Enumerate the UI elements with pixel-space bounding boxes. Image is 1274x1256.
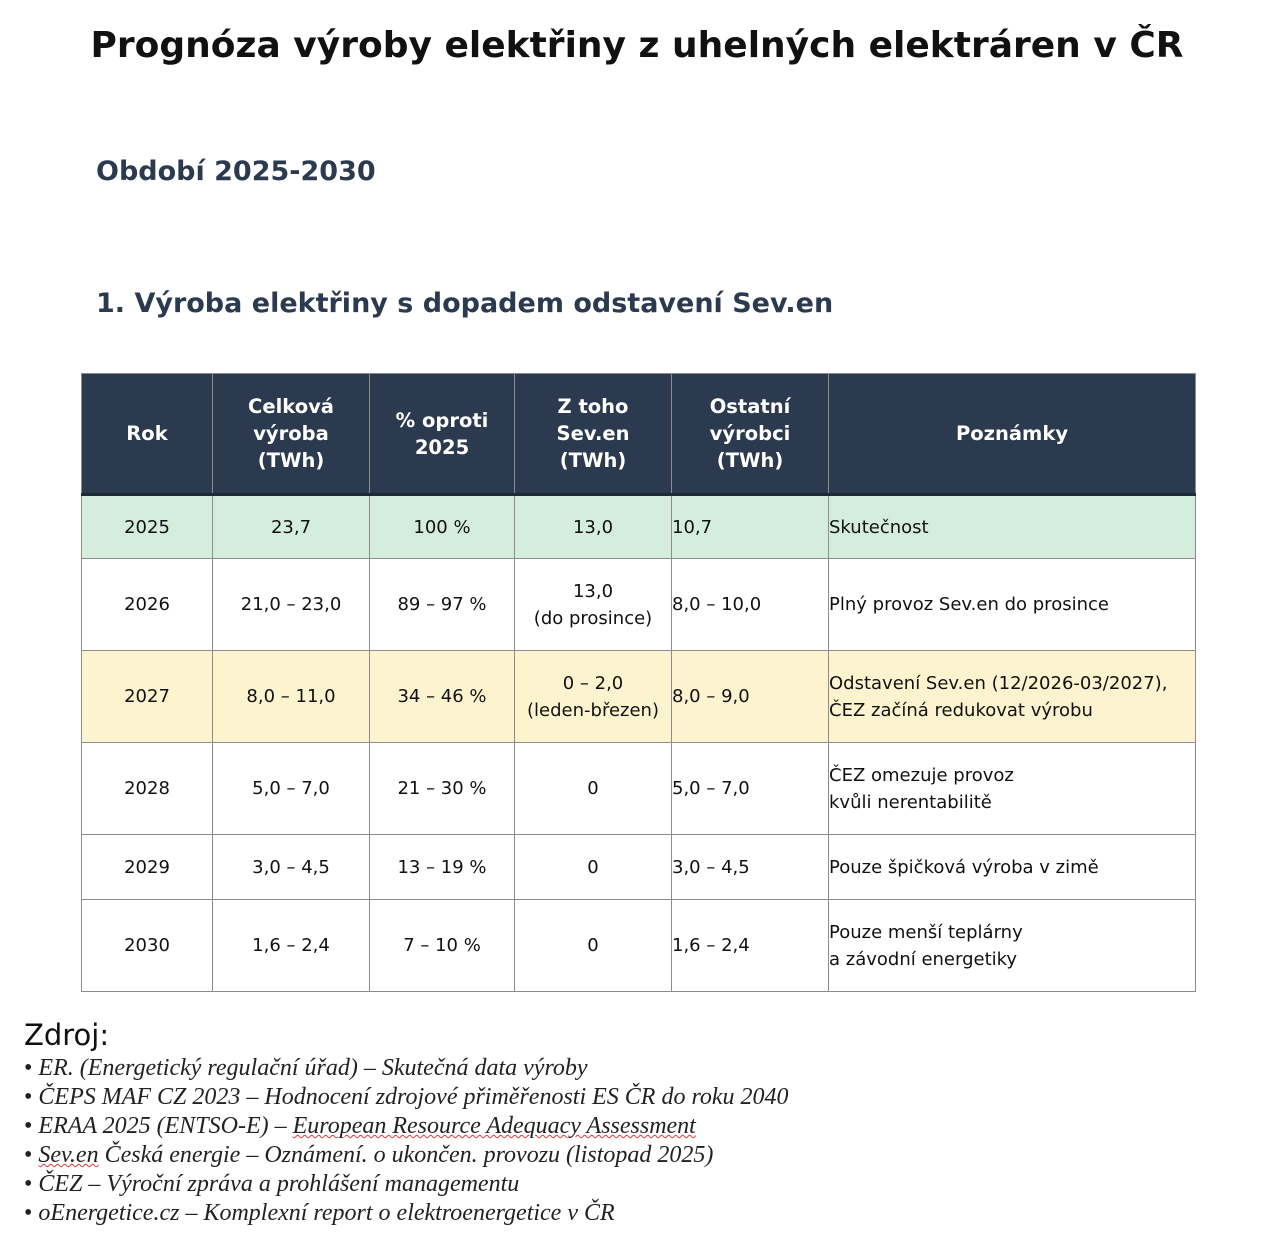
cell-seven-line: 0 [587,935,599,956]
cell-others: 1,6 – 2,4 [672,900,829,992]
cell-year: 2028 [82,743,213,835]
cell-others: 10,7 [672,495,829,559]
bullet-glyph: • [24,1055,33,1081]
source-text: ČEZ – Výroční zpráva a prohlášení managementu [38,1171,520,1197]
cell-seven-line: 13,0 [572,516,614,538]
cell-year: 2027 [82,651,213,743]
cell-total: 1,6 – 2,4 [213,900,370,992]
source-text: ERAA 2025 (ENTSO-E) – [38,1113,293,1139]
table-row [82,835,1196,900]
source-item [24,1054,789,1083]
header-others [672,374,829,495]
source-item [24,1112,789,1141]
sources-heading: Zdroj: [24,1018,110,1052]
header-pct-line: % oproti [395,408,489,432]
source-text: ER. (Energetický regulační úřad) – Skutečná data výroby [38,1055,588,1081]
header-seven [515,374,672,495]
cell-note-line: Skutečnost [829,516,929,538]
header-seven-line: (TWh) [559,449,627,472]
header-others-line: (TWh) [716,449,784,472]
table-row [82,743,1196,835]
cell-total: 23,7 [213,495,370,559]
cell-seven [515,900,672,992]
cell-pct: 7 – 10 % [370,900,515,992]
cell-total: 5,0 – 7,0 [213,743,370,835]
source-text-flagged: European Resource Adequacy Assessment [292,1113,696,1139]
table-row [82,900,1196,992]
cell-seven [515,835,672,900]
cell-total: 8,0 – 11,0 [213,651,370,743]
bullet-glyph: • [24,1171,33,1197]
source-text: Česká energie – Oznámení. o ukončen. provozu (listopad 2025) [98,1142,714,1168]
source-text-flagged: Sev.en [38,1142,99,1168]
cell-note-line: Pouze menší teplárny [829,921,1023,943]
cell-note-line: ČEZ začíná redukovat výrobu [829,699,1093,721]
cell-seven-line: 0 – 2,0 [562,672,624,694]
cell-others: 8,0 – 10,0 [672,559,829,651]
bullet-glyph: • [24,1113,33,1139]
cell-note-line: Pouze špičková výroba v zimě [829,856,1099,878]
cell-seven-line: (do prosince) [533,607,653,629]
cell-note [829,835,1196,900]
cell-others: 3,0 – 4,5 [672,835,829,900]
cell-year: 2026 [82,559,213,651]
header-rok-line: Rok [126,422,168,445]
cell-note [829,743,1196,835]
cell-seven [515,559,672,651]
source-item [24,1199,789,1228]
source-item [24,1083,789,1112]
cell-note-line: a závodní energetiky [829,948,1018,970]
header-pct [370,374,515,495]
header-seven-line: Z toho [557,395,629,418]
header-total-line: výroba [253,422,329,445]
cell-pct: 21 – 30 % [370,743,515,835]
sources-block [24,1018,789,1228]
cell-note [829,559,1196,651]
cell-seven [515,743,672,835]
cell-note [829,900,1196,992]
page-title: Prognóza výroby elektřiny z uhelných elektráren v ČR [90,25,1184,66]
cell-pct: 89 – 97 % [370,559,515,651]
source-text: ČEPS MAF CZ 2023 – Hodnocení zdrojové přiměřenosti ES ČR do roku 2040 [38,1084,789,1110]
header-notes [829,374,1196,495]
section-heading: 1. Výroba elektřiny s dopadem odstavení Sev.en [96,288,834,319]
cell-note-line: Odstavení Sev.en (12/2026-03/2027), [829,672,1168,694]
bullet-glyph: • [24,1142,33,1168]
cell-pct: 100 % [370,495,515,559]
cell-total: 3,0 – 4,5 [213,835,370,900]
header-rok [82,374,213,495]
cell-note-line: kvůli nerentabilitě [829,791,992,813]
period-subtitle: Období 2025-2030 [96,156,376,187]
cell-note-line: ČEZ omezuje provoz [829,764,1014,786]
header-others-line: Ostatní [709,395,791,418]
header-seven-line: Sev.en [556,422,630,445]
sources-list [24,1054,789,1228]
source-text: oEnergetice.cz – Komplexní report o elektroenergetice v ČR [38,1200,615,1226]
bullet-glyph: • [24,1200,33,1226]
cell-seven [515,495,672,559]
table-row [82,651,1196,743]
cell-others: 5,0 – 7,0 [672,743,829,835]
cell-total: 21,0 – 23,0 [213,559,370,651]
header-total-line: (TWh) [257,449,325,472]
cell-seven-line: 0 [587,856,599,878]
cell-note [829,651,1196,743]
cell-year: 2029 [82,835,213,900]
header-total [213,374,370,495]
cell-year: 2030 [82,900,213,992]
header-notes-line: Poznámky [955,422,1069,445]
header-total-line: Celková [248,395,334,418]
cell-seven-line: (leden-březen) [527,699,659,721]
cell-note [829,495,1196,559]
table-row [82,495,1196,559]
cell-seven [515,651,672,743]
table-row [82,559,1196,651]
cell-others: 8,0 – 9,0 [672,651,829,743]
cell-year: 2025 [82,495,213,559]
bullet-glyph: • [24,1084,33,1110]
cell-pct: 34 – 46 % [370,651,515,743]
cell-seven-line: 13,0 [572,580,614,602]
source-item [24,1170,789,1199]
header-others-line: výrobci [709,422,791,445]
table-header-row [82,374,1196,495]
cell-pct: 13 – 19 % [370,835,515,900]
cell-note-line: Plný provoz Sev.en do prosince [829,594,1109,615]
cell-seven-line: 0 [587,778,599,799]
production-table [81,373,1196,992]
header-pct-line: 2025 [414,435,470,459]
source-item [24,1141,789,1170]
